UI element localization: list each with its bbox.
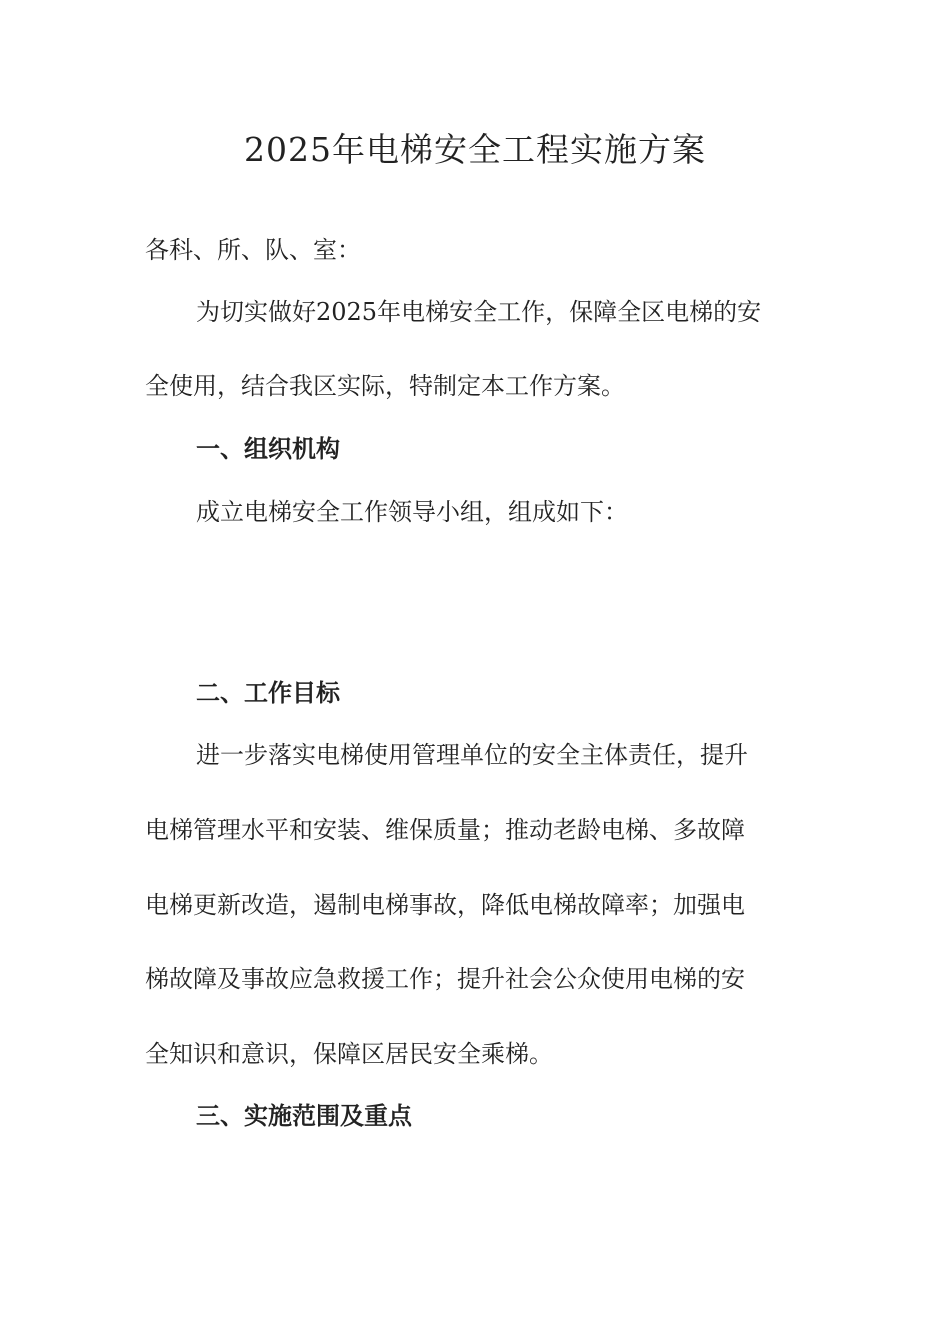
intro-line-1: 为切实做好2025年电梯安全工作，保障全区电梯的安 — [196, 298, 762, 326]
section-2-line-1: 进一步落实电梯使用管理单位的安全主体责任，提升 — [196, 741, 748, 769]
section-3-heading: 三、实施范围及重点 — [196, 1101, 412, 1130]
section-2-line-2: 电梯管理水平和安装、维保质量；推动老龄电梯、多故障 — [145, 816, 745, 844]
document-title: 2025年电梯安全工程实施方案 — [244, 130, 706, 169]
section-2-line-4: 梯故障及事故应急救援工作；提升社会公众使用电梯的安 — [145, 965, 745, 993]
salutation: 各科、所、队、室： — [145, 236, 361, 264]
section-1-body: 成立电梯安全工作领导小组，组成如下： — [196, 498, 628, 526]
intro-line-2: 全使用，结合我区实际，特制定本工作方案。 — [145, 372, 625, 400]
section-1-heading: 一、组织机构 — [196, 434, 340, 463]
section-2-line-3: 电梯更新改造，遏制电梯事故，降低电梯故障率；加强电 — [145, 891, 745, 919]
section-2-heading: 二、工作目标 — [196, 678, 340, 707]
section-2-line-5: 全知识和意识，保障区居民安全乘梯。 — [145, 1040, 553, 1068]
